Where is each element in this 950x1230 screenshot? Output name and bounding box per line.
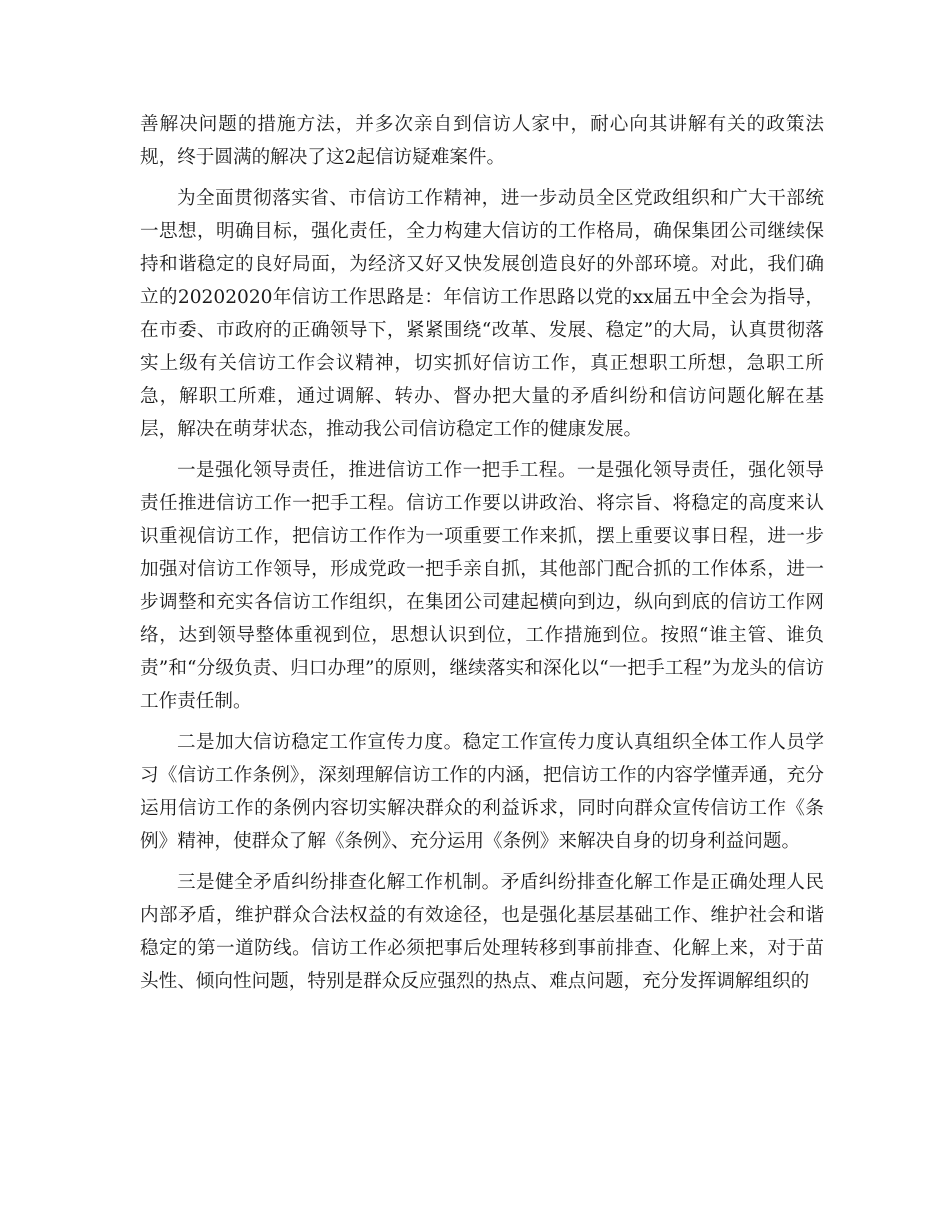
paragraph-2: 为全面贯彻落实省、市信访工作精神，进一步动员全区党政组织和广大干部统一思想，明确目标，强化责任，全力构建大信访的工作格局，确保集团公司继续保持和谐稳定的良好局面，为经济又好又快发展创造良好的外部环境。对此，我们确立的20202020年信访工作思路是：年信访工作思路以党的xx届五中全会为指导，在市委、市政府的正确领导下，紧紧围绕“改革、发展、稳定”的大局，认真贯彻落实上级有关信访工作会议精神，切实抓好信访工作，真正想职工所想，急职工所急，解职工所难，通过调解、转办、督办把大量的矛盾纠纷和信访问题化解在基层，解决在萌芽状态，推动我公司信访稳定工作的健康发展。 bbox=[140, 188, 824, 440]
paragraph-4: 二是加大信访稳定工作宣传力度。稳定工作宣传力度认真组织全体工作人员学习《信访工作条例》，深刻理解信访工作的内涵，把信访工作的内容学懂弄通，充分运用信访工作的条例内容切实解决群众的利益诉求，同时向群众宣传信访工作《条例》精神，使群众了解《条例》、充分运用《条例》来解决自身的切身利益问题。 bbox=[140, 732, 824, 852]
paragraph-5: 三是健全矛盾纠纷排查化解工作机制。矛盾纠纷排查化解工作是正确处理人民内部矛盾，维护群众合法权益的有效途径，也是强化基层基础工作、维护社会和谐稳定的第一道防线。信访工作必须把事后处理转移到事前排查、化解上来，对于苗头性、倾向性问题，特别是群众反应强烈的热点、难点问题，充分发挥调解组织的 bbox=[140, 872, 824, 992]
paragraph-3: 一是强化领导责任，推进信访工作一把手工程。一是强化领导责任，强化领导责任推进信访工作一把手工程。信访工作要以讲政治、将宗旨、将稳定的高度来认识重视信访工作，把信访工作作为一项重要工作来抓，摆上重要议事日程，进一步加强对信访工作领导，形成党政一把手亲自抓，其他部门配合抓的工作体系，进一步调整和充实各信访工作组织，在集团公司建起横向到边，纵向到底的信访工作网络，达到领导整体重视到位，思想认识到位，工作措施到位。按照“谁主管、谁负责”和“分级负责、归口办理”的原则，继续落实和深化以“一把手工程”为龙头的信访工作责任制。 bbox=[140, 460, 824, 712]
document-body bbox=[140, 108, 824, 1006]
paragraph-1: 善解决问题的措施方法，并多次亲自到信访人家中，耐心向其讲解有关的政策法规，终于圆满的解决了这2起信访疑难案件。 bbox=[140, 114, 824, 168]
